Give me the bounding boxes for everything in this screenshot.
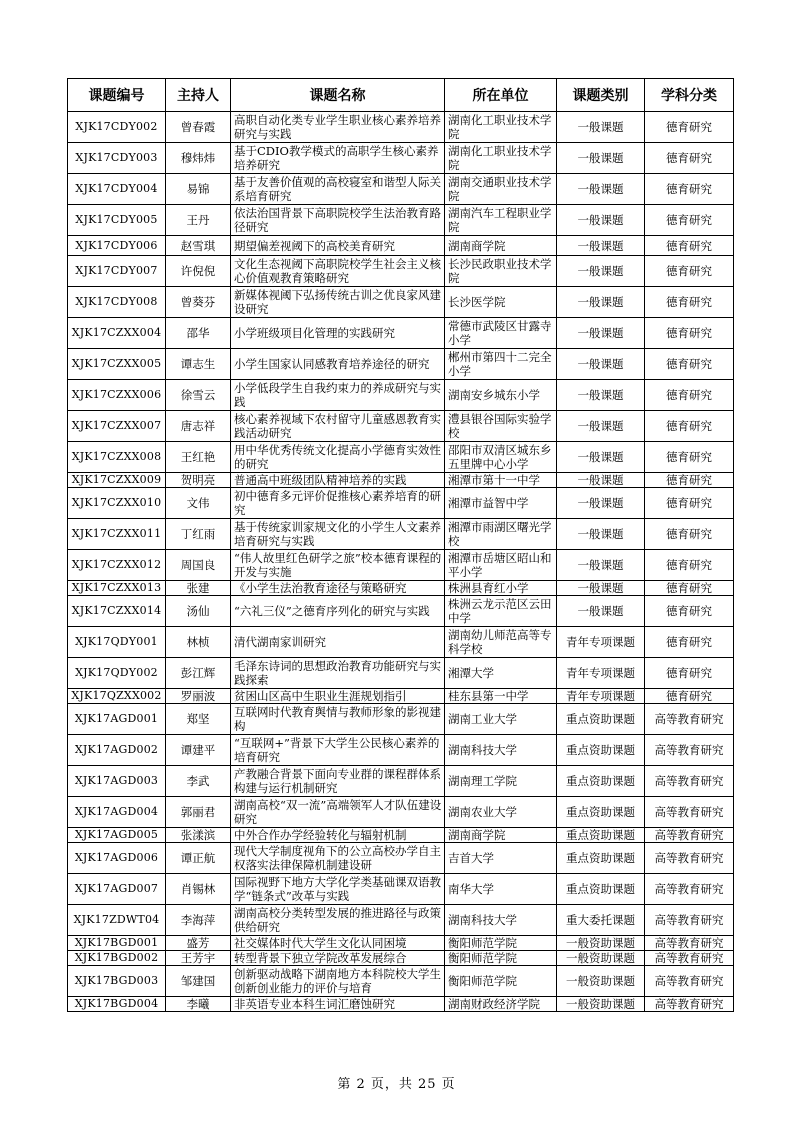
cell-code: XJK17BGD004 — [68, 997, 166, 1012]
cell-host: 丁红雨 — [166, 519, 231, 550]
cell-type: 一般课题 — [557, 473, 645, 488]
table-row — [68, 936, 734, 951]
cell-unit: 湖南工业大学 — [445, 704, 557, 735]
cell-title: “六礼三仪”之德育序列化的研究与实践 — [231, 596, 445, 627]
cell-type: 一般课题 — [557, 112, 645, 143]
table-row — [68, 442, 734, 473]
header-subject: 学科分类 — [645, 79, 734, 112]
cell-code: XJK17CZXX008 — [68, 442, 166, 473]
table-row — [68, 519, 734, 550]
cell-type: 重点资助课题 — [557, 828, 645, 843]
table-row — [68, 966, 734, 997]
cell-host: 郭丽君 — [166, 797, 231, 828]
cell-type: 重点资助课题 — [557, 797, 645, 828]
cell-subject: 高等教育研究 — [645, 905, 734, 936]
cell-code: XJK17CDY008 — [68, 287, 166, 318]
table-row — [68, 766, 734, 797]
cell-type: 一般课题 — [557, 411, 645, 442]
cell-host: 郑坚 — [166, 704, 231, 735]
table-row — [68, 581, 734, 596]
cell-type: 重点资助课题 — [557, 766, 645, 797]
cell-type: 一般课题 — [557, 349, 645, 380]
cell-type: 青年专项课题 — [557, 689, 645, 704]
cell-code: XJK17QDY002 — [68, 658, 166, 689]
table-row — [68, 256, 734, 287]
cell-subject: 德育研究 — [645, 581, 734, 596]
cell-type: 重点资助课题 — [557, 735, 645, 766]
cell-title: 用中华优秀传统文化提高小学德育实效性的研究 — [231, 442, 445, 473]
cell-title: 小学低段学生自我约束力的养成研究与实践 — [231, 380, 445, 411]
table-row — [68, 951, 734, 966]
table-row — [68, 174, 734, 205]
cell-type: 一般资助课题 — [557, 997, 645, 1012]
cell-code: XJK17CDY004 — [68, 174, 166, 205]
cell-unit: 邵阳市双清区城东乡五里牌中心小学 — [445, 442, 557, 473]
cell-host: 彭江辉 — [166, 658, 231, 689]
cell-type: 一般课题 — [557, 143, 645, 174]
cell-subject: 德育研究 — [645, 442, 734, 473]
cell-code: XJK17ZDWT04 — [68, 905, 166, 936]
cell-host: 邹建国 — [166, 966, 231, 997]
cell-title: 国际视野下地方大学化学类基础课双语教学“链条式”改革与实践 — [231, 874, 445, 905]
cell-title: 新媒体视阈下弘扬传统古训之优良家风建设研究 — [231, 287, 445, 318]
cell-subject: 高等教育研究 — [645, 966, 734, 997]
cell-title: 高职自动化类专业学生职业核心素养培养研究与实践 — [231, 112, 445, 143]
cell-title: 社交媒体时代大学生文化认同困境 — [231, 936, 445, 951]
cell-code: XJK17QZXX002 — [68, 689, 166, 704]
cell-type: 重点资助课题 — [557, 704, 645, 735]
table-row — [68, 112, 734, 143]
cell-type: 一般资助课题 — [557, 966, 645, 997]
cell-subject: 德育研究 — [645, 143, 734, 174]
cell-code: XJK17CZXX006 — [68, 380, 166, 411]
cell-unit: 湖南化工职业技术学院 — [445, 143, 557, 174]
table-row — [68, 596, 734, 627]
cell-title: 创新驱动战略下湖南地方本科院校大学生创新创业能力的评价与培育 — [231, 966, 445, 997]
cell-title: 《小学生法治教育途径与策略研究 — [231, 581, 445, 596]
cell-type: 一般课题 — [557, 596, 645, 627]
cell-type: 一般课题 — [557, 380, 645, 411]
cell-code: XJK17AGD004 — [68, 797, 166, 828]
cell-subject: 德育研究 — [645, 287, 734, 318]
cell-code: XJK17CZXX012 — [68, 550, 166, 581]
table-row — [68, 205, 734, 236]
table-row — [68, 488, 734, 519]
cell-type: 青年专项课题 — [557, 658, 645, 689]
cell-title: 基于传统家训家规文化的小学生人文素养培育研究与实践 — [231, 519, 445, 550]
cell-subject: 德育研究 — [645, 349, 734, 380]
cell-subject: 德育研究 — [645, 488, 734, 519]
cell-host: 谭正航 — [166, 843, 231, 874]
cell-code: XJK17CZXX009 — [68, 473, 166, 488]
cell-code: XJK17BGD002 — [68, 951, 166, 966]
cell-unit: 湘潭市雨湖区曙光学校 — [445, 519, 557, 550]
cell-subject: 德育研究 — [645, 256, 734, 287]
cell-subject: 高等教育研究 — [645, 843, 734, 874]
cell-subject: 德育研究 — [645, 627, 734, 658]
cell-subject: 高等教育研究 — [645, 936, 734, 951]
cell-code: XJK17AGD005 — [68, 828, 166, 843]
cell-unit: 湖南科技大学 — [445, 905, 557, 936]
project-table — [67, 78, 734, 1012]
cell-unit: 常德市武陵区甘露寺小学 — [445, 318, 557, 349]
table-row — [68, 380, 734, 411]
cell-host: 罗丽波 — [166, 689, 231, 704]
cell-title: 现代大学制度视角下的公立高校办学自主权落实法律保障机制建设研 — [231, 843, 445, 874]
table-row — [68, 704, 734, 735]
cell-subject: 高等教育研究 — [645, 766, 734, 797]
table-row — [68, 236, 734, 256]
table-row — [68, 143, 734, 174]
cell-title: 小学班级项目化管理的实践研究 — [231, 318, 445, 349]
table-row — [68, 735, 734, 766]
cell-type: 重点资助课题 — [557, 874, 645, 905]
header-title: 课题名称 — [231, 79, 445, 112]
cell-code: XJK17CDY005 — [68, 205, 166, 236]
cell-title: “伟人故里红色研学之旅”校本德育课程的开发与实施 — [231, 550, 445, 581]
table-header-row — [68, 79, 734, 112]
cell-type: 一般课题 — [557, 287, 645, 318]
cell-type: 一般课题 — [557, 550, 645, 581]
cell-subject: 德育研究 — [645, 318, 734, 349]
cell-unit: 株洲县育红小学 — [445, 581, 557, 596]
cell-unit: 衡阳师范学院 — [445, 936, 557, 951]
cell-type: 重点资助课题 — [557, 843, 645, 874]
cell-code: XJK17CZXX010 — [68, 488, 166, 519]
table-row — [68, 689, 734, 704]
cell-host: 许倪倪 — [166, 256, 231, 287]
cell-unit: 湖南商学院 — [445, 828, 557, 843]
cell-unit: 湖南交通职业技术学院 — [445, 174, 557, 205]
cell-title: 初中德育多元评价促推核心素养培育的研究 — [231, 488, 445, 519]
cell-type: 重大委托课题 — [557, 905, 645, 936]
cell-code: XJK17CDY006 — [68, 236, 166, 256]
cell-unit: 长沙民政职业技术学院 — [445, 256, 557, 287]
cell-unit: 株洲云龙示范区云田中学 — [445, 596, 557, 627]
cell-unit: 湖南科技大学 — [445, 735, 557, 766]
cell-subject: 高等教育研究 — [645, 704, 734, 735]
cell-type: 一般课题 — [557, 236, 645, 256]
cell-unit: 湘潭市益智中学 — [445, 488, 557, 519]
cell-code: XJK17CZXX007 — [68, 411, 166, 442]
table-row — [68, 411, 734, 442]
cell-code: XJK17AGD006 — [68, 843, 166, 874]
cell-unit: 湖南理工学院 — [445, 766, 557, 797]
cell-host: 王红艳 — [166, 442, 231, 473]
cell-code: XJK17AGD007 — [68, 874, 166, 905]
cell-title: 依法治国背景下高职院校学生法治教育路径研究 — [231, 205, 445, 236]
cell-subject: 德育研究 — [645, 112, 734, 143]
cell-unit: 湖南财政经济学院 — [445, 997, 557, 1012]
cell-host: 周国良 — [166, 550, 231, 581]
cell-type: 一般课题 — [557, 174, 645, 205]
cell-unit: 澧县银谷国际实验学校 — [445, 411, 557, 442]
cell-unit: 吉首大学 — [445, 843, 557, 874]
cell-host: 谭志生 — [166, 349, 231, 380]
cell-subject: 高等教育研究 — [645, 797, 734, 828]
cell-unit: 湖南汽车工程职业学院 — [445, 205, 557, 236]
cell-host: 李曦 — [166, 997, 231, 1012]
cell-subject: 德育研究 — [645, 411, 734, 442]
cell-host: 李海萍 — [166, 905, 231, 936]
cell-code: XJK17AGD002 — [68, 735, 166, 766]
table-row — [68, 658, 734, 689]
cell-host: 唐志祥 — [166, 411, 231, 442]
cell-unit: 桂东县第一中学 — [445, 689, 557, 704]
cell-host: 张建 — [166, 581, 231, 596]
table-row — [68, 287, 734, 318]
cell-subject: 高等教育研究 — [645, 874, 734, 905]
header-unit: 所在单位 — [445, 79, 557, 112]
cell-code: XJK17CDY002 — [68, 112, 166, 143]
cell-unit: 湖南幼儿师范高等专科学校 — [445, 627, 557, 658]
cell-host: 李武 — [166, 766, 231, 797]
cell-title: 湖南高校“双一流”高端领军人才队伍建设研究 — [231, 797, 445, 828]
cell-code: XJK17BGD001 — [68, 936, 166, 951]
cell-host: 易锦 — [166, 174, 231, 205]
cell-title: 清代湖南家训研究 — [231, 627, 445, 658]
cell-subject: 高等教育研究 — [645, 997, 734, 1012]
cell-type: 一般课题 — [557, 205, 645, 236]
cell-host: 张漾滨 — [166, 828, 231, 843]
cell-title: “互联网+”背景下大学生公民核心素养的培育研究 — [231, 735, 445, 766]
cell-title: 核心素养视域下农村留守儿童感恩教育实践活动研究 — [231, 411, 445, 442]
table-row — [68, 627, 734, 658]
cell-type: 一般课题 — [557, 442, 645, 473]
cell-type: 一般资助课题 — [557, 936, 645, 951]
cell-host: 邵华 — [166, 318, 231, 349]
cell-host: 谭建平 — [166, 735, 231, 766]
table-row — [68, 905, 734, 936]
cell-title: 基于友善价值观的高校寝室和谐型人际关系培育研究 — [231, 174, 445, 205]
cell-title: 产教融合背景下面向专业群的课程群体系构建与运行机制研究 — [231, 766, 445, 797]
cell-subject: 高等教育研究 — [645, 951, 734, 966]
cell-title: 湖南高校分类转型发展的推进路径与政策供给研究 — [231, 905, 445, 936]
page-footer: 第 2 页，共 25 页 — [337, 1077, 456, 1092]
cell-host: 徐雪云 — [166, 380, 231, 411]
cell-subject: 德育研究 — [645, 658, 734, 689]
cell-host: 王丹 — [166, 205, 231, 236]
cell-title: 贫困山区高中生职业生涯规划指引 — [231, 689, 445, 704]
table-row — [68, 874, 734, 905]
cell-code: XJK17AGD001 — [68, 704, 166, 735]
cell-unit: 湘潭市岳塘区昭山和平小学 — [445, 550, 557, 581]
cell-host: 穆炜炜 — [166, 143, 231, 174]
cell-subject: 德育研究 — [645, 550, 734, 581]
cell-code: XJK17QDY001 — [68, 627, 166, 658]
cell-subject: 高等教育研究 — [645, 735, 734, 766]
cell-unit: 湘潭大学 — [445, 658, 557, 689]
cell-unit: 衡阳师范学院 — [445, 951, 557, 966]
cell-title: 非英语专业本科生词汇磨蚀研究 — [231, 997, 445, 1012]
cell-subject: 德育研究 — [645, 174, 734, 205]
cell-host: 曾葵芬 — [166, 287, 231, 318]
cell-code: XJK17BGD003 — [68, 966, 166, 997]
cell-type: 一般资助课题 — [557, 951, 645, 966]
cell-title: 转型背景下独立学院改革发展综合 — [231, 951, 445, 966]
cell-subject: 德育研究 — [645, 689, 734, 704]
cell-host: 林桢 — [166, 627, 231, 658]
table-row — [68, 997, 734, 1012]
cell-subject: 德育研究 — [645, 473, 734, 488]
cell-title: 基于CDIO教学模式的高职学生核心素养培养研究 — [231, 143, 445, 174]
cell-type: 一般课题 — [557, 488, 645, 519]
cell-subject: 德育研究 — [645, 205, 734, 236]
cell-title: 小学生国家认同感教育培养途径的研究 — [231, 349, 445, 380]
cell-unit: 湖南农业大学 — [445, 797, 557, 828]
cell-subject: 德育研究 — [645, 519, 734, 550]
cell-subject: 德育研究 — [645, 236, 734, 256]
cell-host: 文伟 — [166, 488, 231, 519]
header-type: 课题类别 — [557, 79, 645, 112]
cell-host: 盛芳 — [166, 936, 231, 951]
cell-subject: 高等教育研究 — [645, 828, 734, 843]
table-row — [68, 550, 734, 581]
cell-code: XJK17CZXX013 — [68, 581, 166, 596]
cell-code: XJK17AGD003 — [68, 766, 166, 797]
cell-unit: 湖南安乡城东小学 — [445, 380, 557, 411]
table-row — [68, 318, 734, 349]
table-row — [68, 843, 734, 874]
cell-title: 期望偏差视阈下的高校美育研究 — [231, 236, 445, 256]
cell-unit: 湖南商学院 — [445, 236, 557, 256]
cell-host: 贺明亮 — [166, 473, 231, 488]
cell-host: 赵雪琪 — [166, 236, 231, 256]
cell-host: 汤仙 — [166, 596, 231, 627]
cell-code: XJK17CZXX014 — [68, 596, 166, 627]
cell-title: 互联网时代教育舆情与教师形象的影视建构 — [231, 704, 445, 735]
cell-unit: 南华大学 — [445, 874, 557, 905]
cell-code: XJK17CZXX011 — [68, 519, 166, 550]
cell-host: 曾春霞 — [166, 112, 231, 143]
header-host: 主持人 — [166, 79, 231, 112]
cell-code: XJK17CZXX004 — [68, 318, 166, 349]
cell-unit: 湖南化工职业技术学院 — [445, 112, 557, 143]
cell-host: 肖锡林 — [166, 874, 231, 905]
cell-unit: 湘潭市第十一中学 — [445, 473, 557, 488]
cell-type: 一般课题 — [557, 318, 645, 349]
cell-host: 王芳宇 — [166, 951, 231, 966]
cell-title: 中外合作办学经验转化与辐射机制 — [231, 828, 445, 843]
cell-type: 一般课题 — [557, 256, 645, 287]
cell-subject: 德育研究 — [645, 596, 734, 627]
cell-type: 青年专项课题 — [557, 627, 645, 658]
header-code: 课题编号 — [68, 79, 166, 112]
cell-title: 文化生态视阈下高职院校学生社会主义核心价值观教育策略研究 — [231, 256, 445, 287]
cell-code: XJK17CZXX005 — [68, 349, 166, 380]
cell-title: 普通高中班级团队精神培养的实践 — [231, 473, 445, 488]
cell-unit: 衡阳师范学院 — [445, 966, 557, 997]
cell-unit: 长沙医学院 — [445, 287, 557, 318]
table-row — [68, 797, 734, 828]
table-row — [68, 828, 734, 843]
table-row — [68, 349, 734, 380]
table-row — [68, 473, 734, 488]
cell-code: XJK17CDY003 — [68, 143, 166, 174]
cell-type: 一般课题 — [557, 581, 645, 596]
cell-code: XJK17CDY007 — [68, 256, 166, 287]
cell-unit: 郴州市第四十二完全小学 — [445, 349, 557, 380]
cell-subject: 德育研究 — [645, 380, 734, 411]
cell-type: 一般课题 — [557, 519, 645, 550]
cell-title: 毛泽东诗词的思想政治教育功能研究与实践探索 — [231, 658, 445, 689]
